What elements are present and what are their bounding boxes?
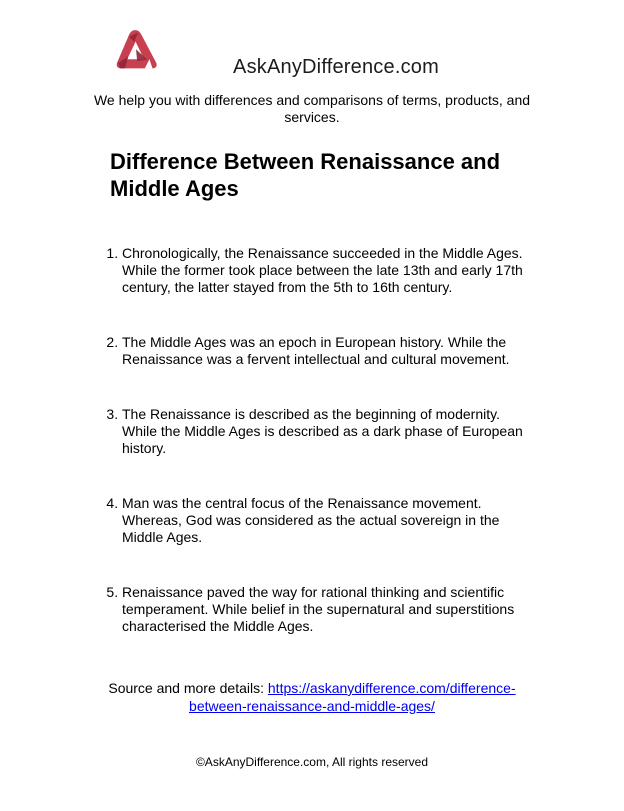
site-title: AskAnyDifference.com bbox=[233, 56, 439, 78]
list-item: 4. Man was the central focus of the Renaissance movement. Whereas, God was considered as the actual sovereign in the Middle Ages. bbox=[122, 495, 538, 546]
article-title: Difference Between Renaissance and Middle Ages bbox=[110, 149, 501, 201]
list-item: 1. Chronologically, the Renaissance succeeded in the Middle Ages. While the former took place between the late 13th and early 17th century, the latter stayed from the 5th to 16th century. bbox=[122, 245, 538, 296]
list-item: 3. The Renaissance is described as the beginning of modernity. While the Middle Ages is described as a dark phase of European history. bbox=[122, 406, 538, 457]
list-item: 2. The Middle Ages was an epoch in European history. While the Renaissance was a fervent intellectual and cultural movement. bbox=[122, 334, 538, 368]
site-tagline: We help you with differences and comparisons of terms, products, and services. bbox=[93, 92, 531, 125]
difference-points-list bbox=[0, 245, 624, 635]
source-label: Source and more details: bbox=[108, 680, 268, 696]
list-item: 5. Renaissance paved the way for rational thinking and scientific temperament. While belief in the supernatural and superstitions characterised the Middle Ages. bbox=[122, 584, 538, 635]
site-header bbox=[0, 0, 624, 86]
source-line bbox=[92, 679, 532, 715]
copyright-notice: ©AskAnyDifference.com, All rights reserved bbox=[195, 755, 429, 769]
source-link[interactable]: https://askanydifference.com/difference-between-renaissance-and-middle-ages/ bbox=[189, 680, 516, 714]
